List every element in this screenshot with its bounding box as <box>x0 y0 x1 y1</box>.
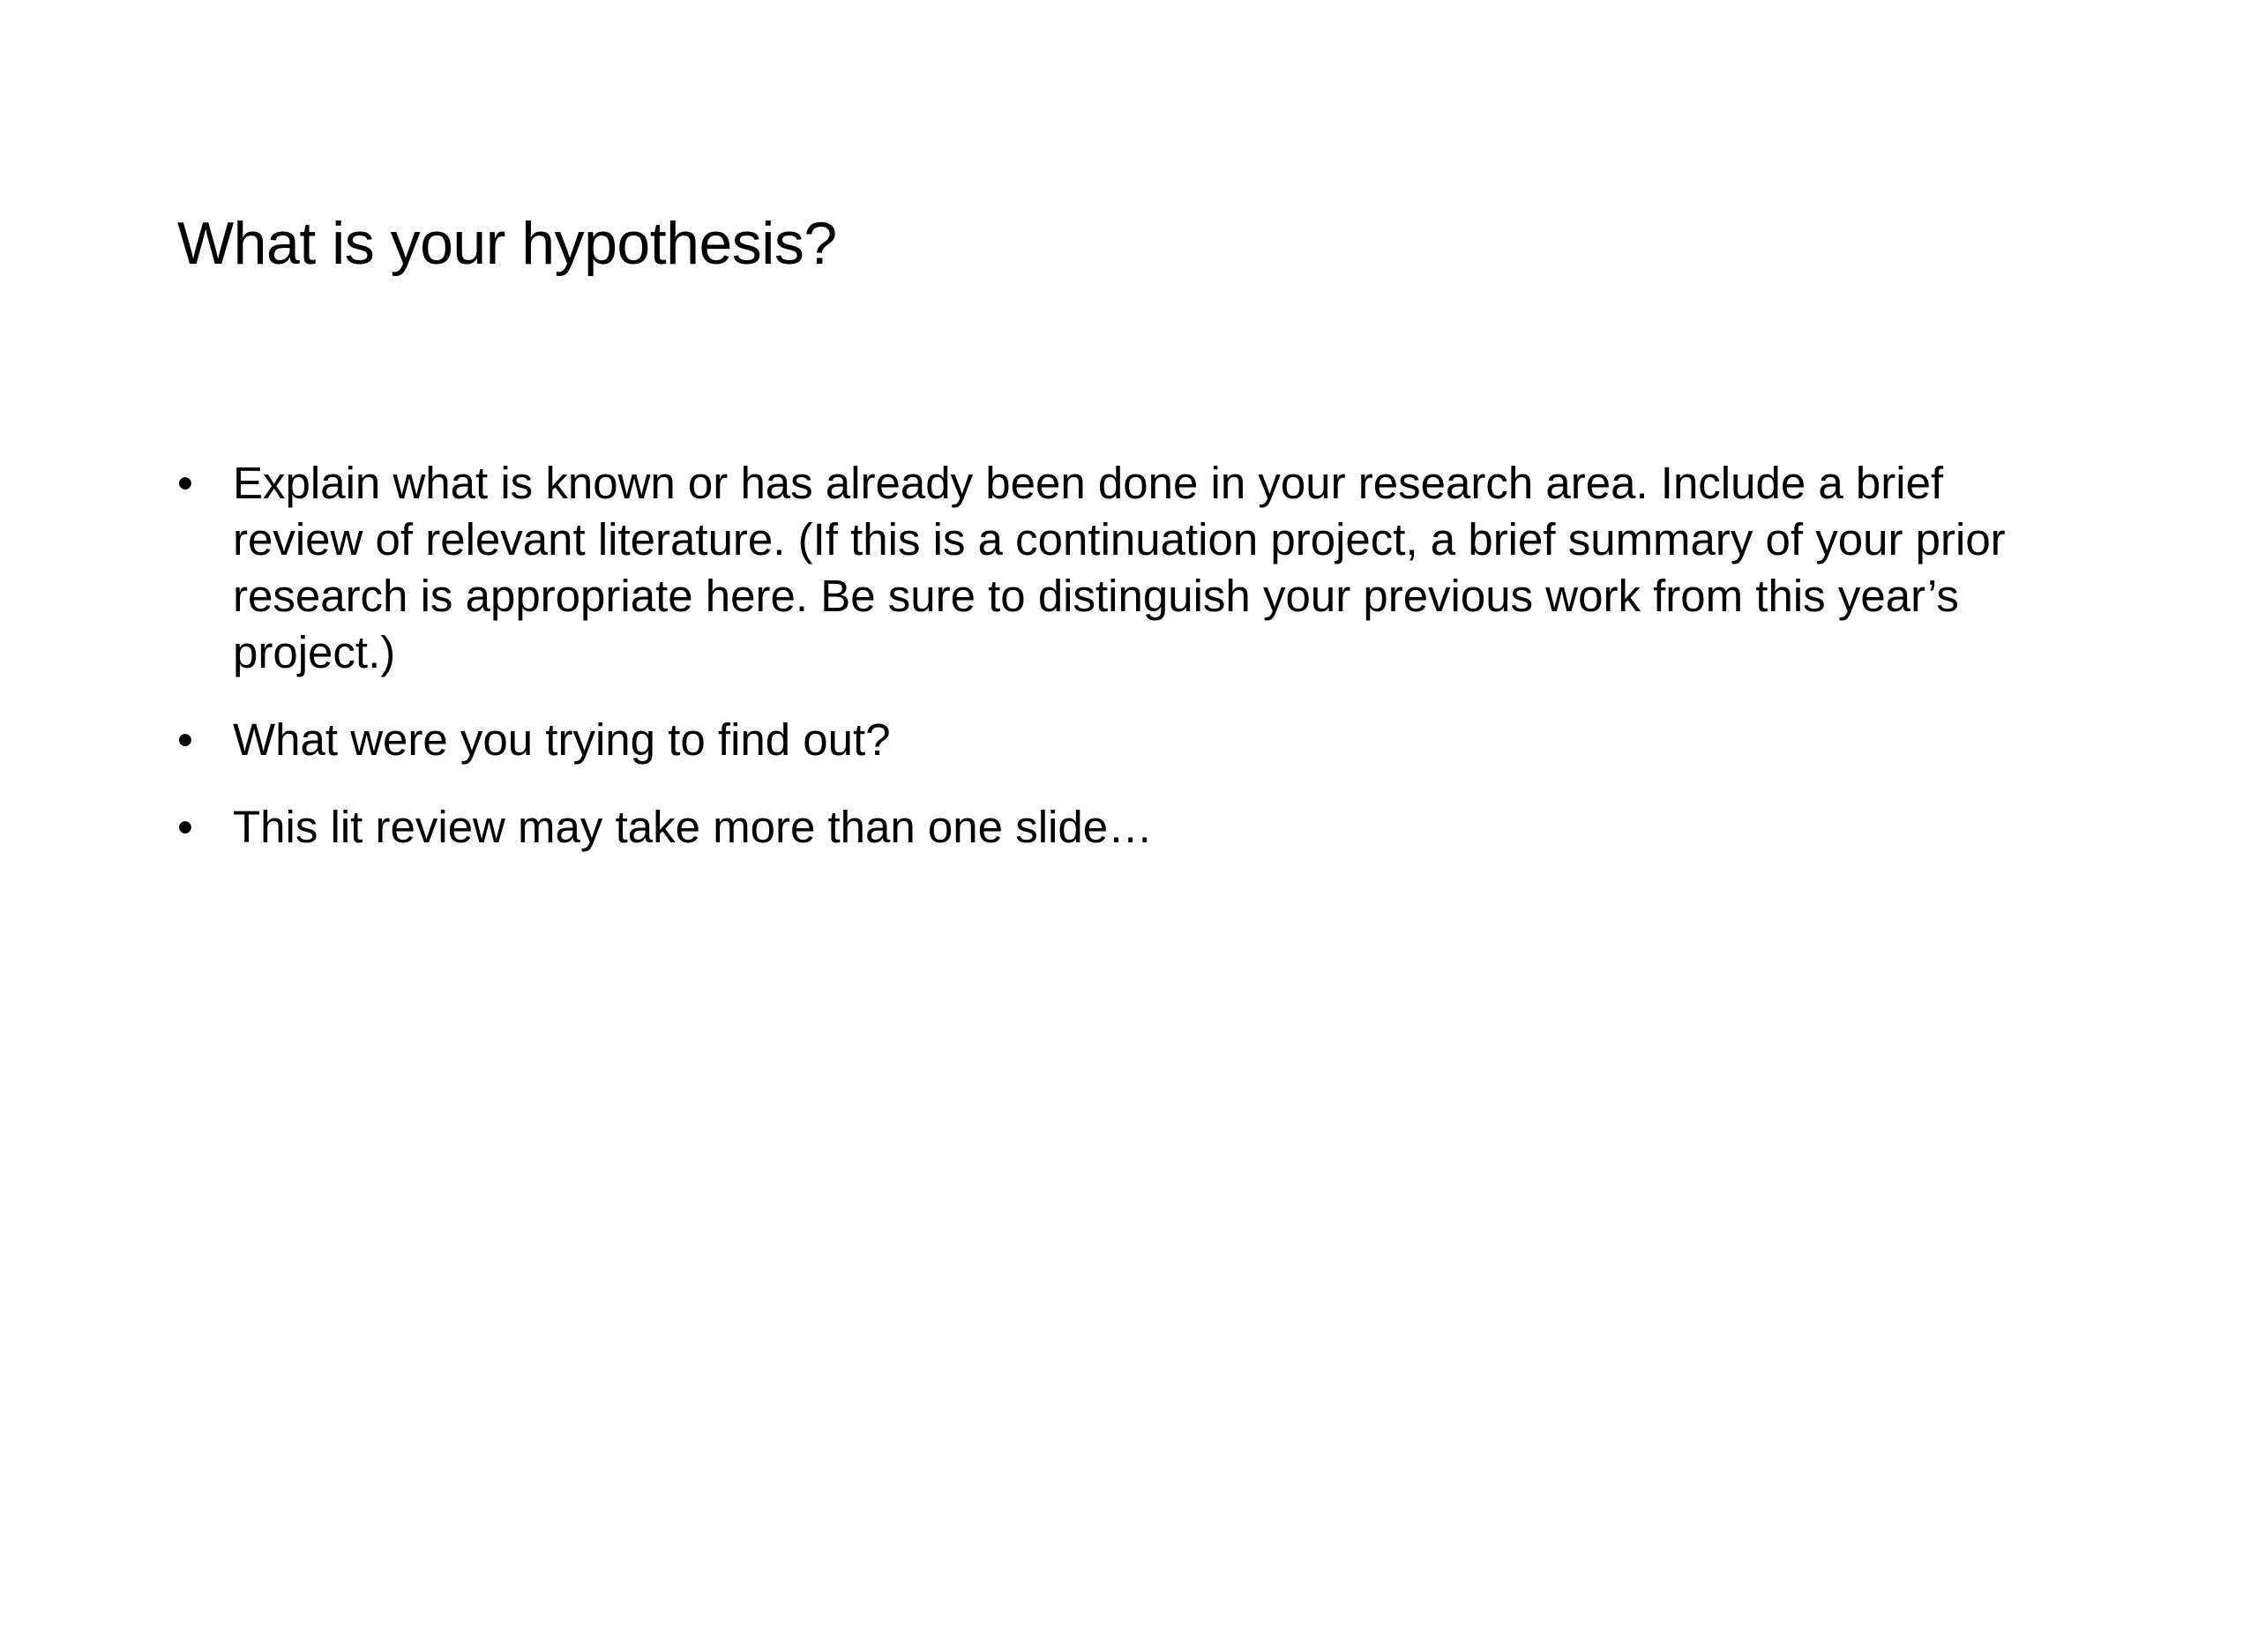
bullet-item <box>177 712 2065 768</box>
bullet-text: This lit review may take more than one slide… <box>233 802 1154 852</box>
bullet-marker: • <box>177 802 193 852</box>
slide-title: What is your hypothesis? <box>177 210 837 277</box>
bullet-text: Explain what is known or has already been done in your research area. Include a brief review of relevant literature. (If this is a continuation project, a brief summary of your prior research is appropriate here. Be sure to distinguish your previous work from this year’s project.) <box>233 458 2006 677</box>
bullet-list <box>177 455 2065 886</box>
bullet-marker: • <box>177 714 193 765</box>
bullet-marker: • <box>177 458 193 508</box>
bullet-item <box>177 455 2065 681</box>
bullet-text: What were you trying to find out? <box>233 714 891 765</box>
bullet-item <box>177 799 2065 856</box>
